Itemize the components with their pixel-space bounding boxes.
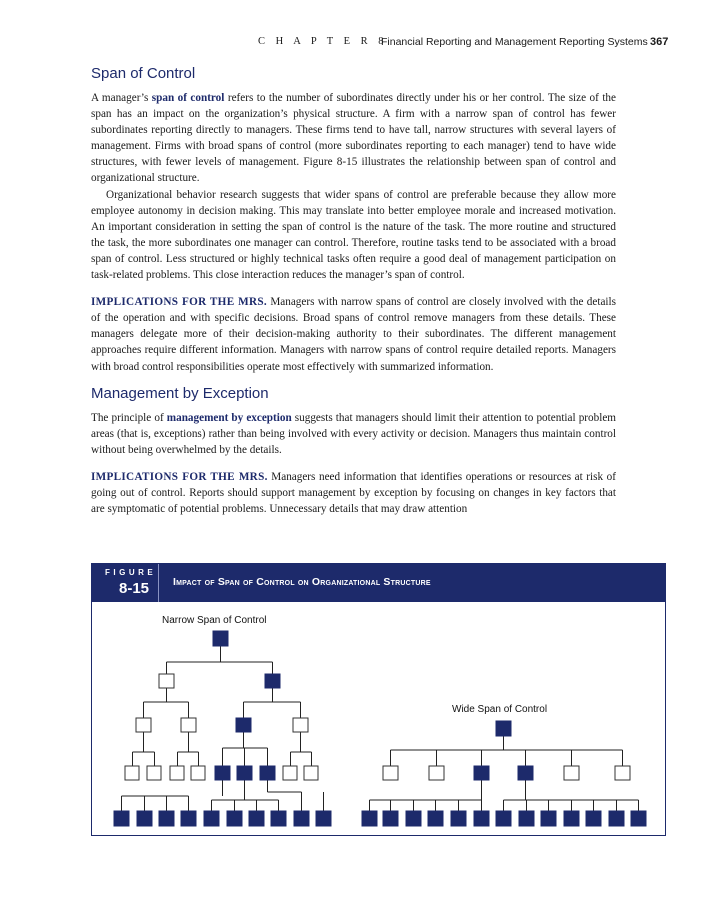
figure-number: 8-15 — [119, 580, 150, 597]
node — [615, 766, 630, 780]
chapter-label: C H A P T E R 8 — [258, 36, 388, 47]
node-worker — [204, 811, 219, 826]
node-worker — [406, 811, 421, 826]
node-worker — [428, 811, 443, 826]
node-manager — [265, 674, 280, 688]
node-worker — [294, 811, 309, 826]
node-manager — [474, 766, 489, 780]
key-term: span of control — [151, 92, 225, 104]
wide-span-label: Wide Span of Control — [452, 704, 548, 715]
node-worker — [362, 811, 377, 826]
node-worker — [137, 811, 152, 826]
node-worker — [114, 811, 129, 826]
node-manager — [236, 718, 251, 732]
key-term: management by exception — [166, 411, 292, 424]
node-worker — [159, 811, 174, 826]
run-in-heading: IMPLICATIONS FOR THE MRS. — [91, 470, 268, 483]
figure-title: Impact of Span of Control on Organizational Structure — [173, 576, 431, 588]
node-worker — [451, 811, 466, 826]
page-number: 367 — [650, 36, 669, 48]
connector-lines — [122, 646, 639, 811]
paragraph: The principle of management by exception suggests that managers should limit their attention to potential problem areas (that is, exceptions) rather than being involved with every activity or decision. Managers thus maintain control without being overwhelmed by the details. — [91, 411, 616, 456]
node — [429, 766, 444, 780]
node-worker — [541, 811, 556, 826]
paragraph: IMPLICATIONS FOR THE MRS. Managers with narrow spans of control are closely involved with the details of the operation and with specific decisions. Broad spans of control remove managers from these details. These managers delegate more of their decision-making authority to their subordinates. The different management approaches require different information. Managers with narrow spans of control require detailed reports. Managers with broad control responsibilities operate most effectively with summarized information. — [91, 296, 617, 373]
node — [125, 766, 139, 780]
paragraph: A manager’s span of control refers to the number of subordinates directly under his or her control. The size of the span has an impact on the organization’s physical structure. A firm with a narrow span of control has fewer subordinates reporting directly to managers. These firms tend to have tall, narrow structures with several layers of management. Firms with broad spans of control (more subordinates reporting to each manager) tend to have wide structures, with fewer levels of management. Figure 8-15 illustrates the relationship between span of control and organizational structure. — [91, 92, 616, 185]
node-manager — [215, 766, 230, 780]
node — [181, 718, 196, 732]
node-worker — [609, 811, 624, 826]
node — [283, 766, 297, 780]
node — [170, 766, 184, 780]
figure-word: FIGURE — [105, 568, 157, 577]
node — [159, 674, 174, 688]
node-worker — [474, 811, 489, 826]
section-heading-management-by-exception: Management by Exception — [91, 384, 269, 402]
node-worker — [496, 811, 511, 826]
node-worker — [519, 811, 534, 826]
node-worker — [249, 811, 264, 826]
node-worker — [586, 811, 601, 826]
node-worker — [383, 811, 398, 826]
node-worker — [316, 811, 331, 826]
node — [564, 766, 579, 780]
org-nodes — [114, 631, 646, 826]
node-manager — [260, 766, 275, 780]
page-body — [91, 64, 616, 517]
chapter-title: Financial Reporting and Management Reporting Systems — [381, 36, 648, 48]
node-manager — [213, 631, 228, 646]
node-manager — [518, 766, 533, 780]
node — [147, 766, 161, 780]
org-chart-diagram — [92, 564, 665, 835]
narrow-span-label: Narrow Span of Control — [162, 615, 267, 626]
paragraph: IMPLICATIONS FOR THE MRS. Managers need information that identifies operations or resources at risk of going out of control. Reports should support management by exception by focusing on changes in key factors that are symptomatic of potential problems. Unnecessary details that may draw attention — [91, 470, 616, 516]
node — [293, 718, 308, 732]
paragraph: Organizational behavior research suggests that wider spans of control are preferable because they allow more employee autonomy in decision making. This may translate into better employee morale and increased motivation. An important consideration in setting the span of control is the nature of the task. The more routine and structured the task, the more subordinates one manager can control. Therefore, routine tasks tend to be associated with a broad span of control. Less structured or highly technical tasks often require a good deal of management participation on task-related problems. This close interaction reduces the manager’s span of control. — [91, 188, 616, 282]
node — [383, 766, 398, 780]
node-manager — [237, 766, 252, 780]
node-worker — [227, 811, 242, 826]
node — [304, 766, 318, 780]
node-worker — [631, 811, 646, 826]
running-header — [0, 36, 719, 50]
node-worker — [564, 811, 579, 826]
node-manager — [496, 721, 511, 736]
node — [136, 718, 151, 732]
run-in-heading: IMPLICATIONS FOR THE MRS. — [91, 296, 267, 309]
node-worker — [271, 811, 286, 826]
node — [191, 766, 205, 780]
figure-8-15 — [91, 563, 666, 836]
node-worker — [181, 811, 196, 826]
section-heading-span-of-control: Span of Control — [91, 65, 196, 82]
